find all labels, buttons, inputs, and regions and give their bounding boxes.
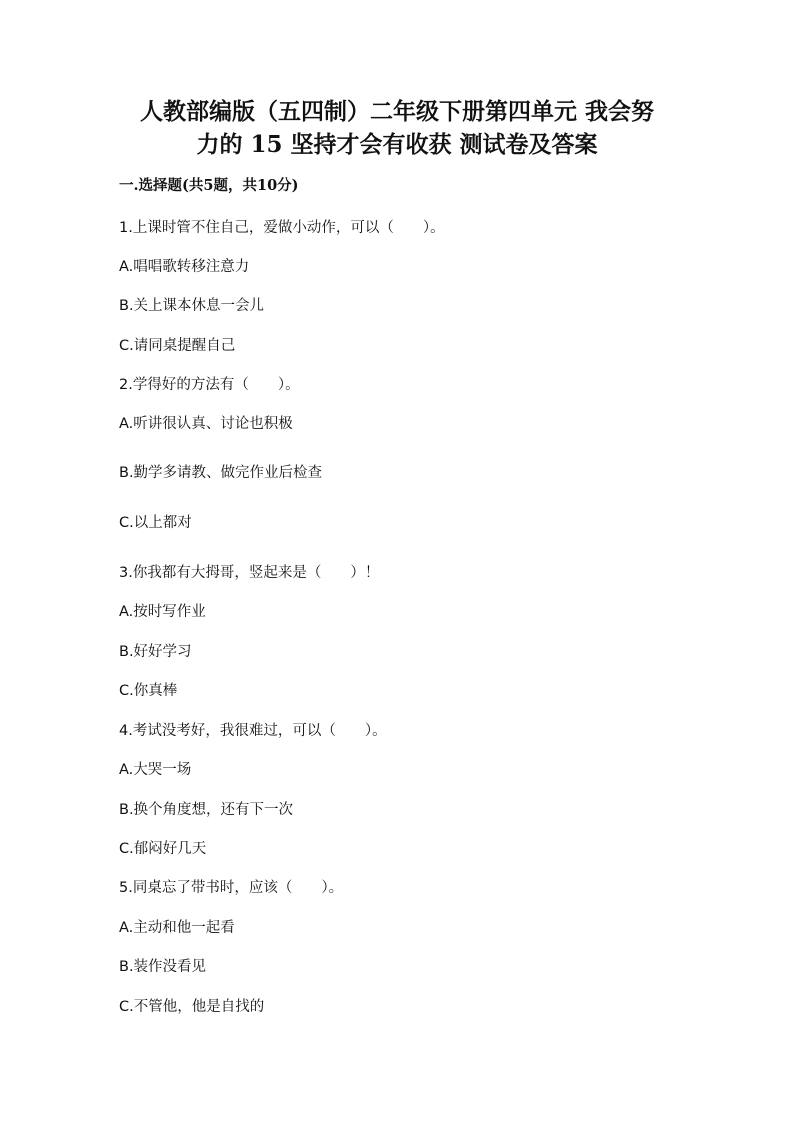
question-4-option-a: A.大哭一场 (119, 762, 192, 778)
question-5-option-b: B.装作没看见 (119, 959, 207, 975)
document-title-line-2: 力的 15 坚持才会有收获 测试卷及答案 (196, 131, 598, 158)
question-1-option-c: C.请同桌提醒自己 (119, 338, 236, 354)
question-1-option-a: A.唱唱歌转移注意力 (119, 259, 250, 275)
question-2-option-a: A.听讲很认真、讨论也积极 (119, 416, 293, 432)
question-3-stem: 3.你我都有大拇哥，竖起来是（ ）！ (119, 565, 380, 581)
question-4-option-b: B.换个角度想，还有下一次 (119, 802, 294, 818)
question-5-option-a: A.主动和他一起看 (119, 920, 235, 936)
question-1-stem: 1.上课时管不住自己，爱做小动作，可以（ ）。 (119, 220, 445, 236)
question-4-option-c: C.郁闷好几天 (119, 841, 207, 857)
section-heading: 一.选择题(共5题，共10分) (119, 177, 299, 194)
question-4-stem: 4.考试没考好，我很难过，可以（ ）。 (119, 723, 387, 739)
question-5-option-c: C.不管他，他是自找的 (119, 999, 265, 1015)
document-title-line-1: 人教部编版（五四制）二年级下册第四单元 我会努 (139, 98, 654, 125)
question-1-option-b: B.关上课本休息一会儿 (119, 298, 265, 314)
question-3-option-b: B.好好学习 (119, 644, 192, 660)
question-3-option-a: A.按时写作业 (119, 604, 206, 620)
question-5-stem: 5.同桌忘了带书时，应该（ ）。 (119, 880, 344, 896)
question-2-stem: 2.学得好的方法有（ ）。 (119, 377, 300, 393)
question-2-option-c: C.以上都对 (119, 515, 192, 531)
question-3-option-c: C.你真棒 (119, 683, 178, 699)
question-2-option-b: B.勤学多请教、做完作业后检查 (119, 465, 323, 481)
